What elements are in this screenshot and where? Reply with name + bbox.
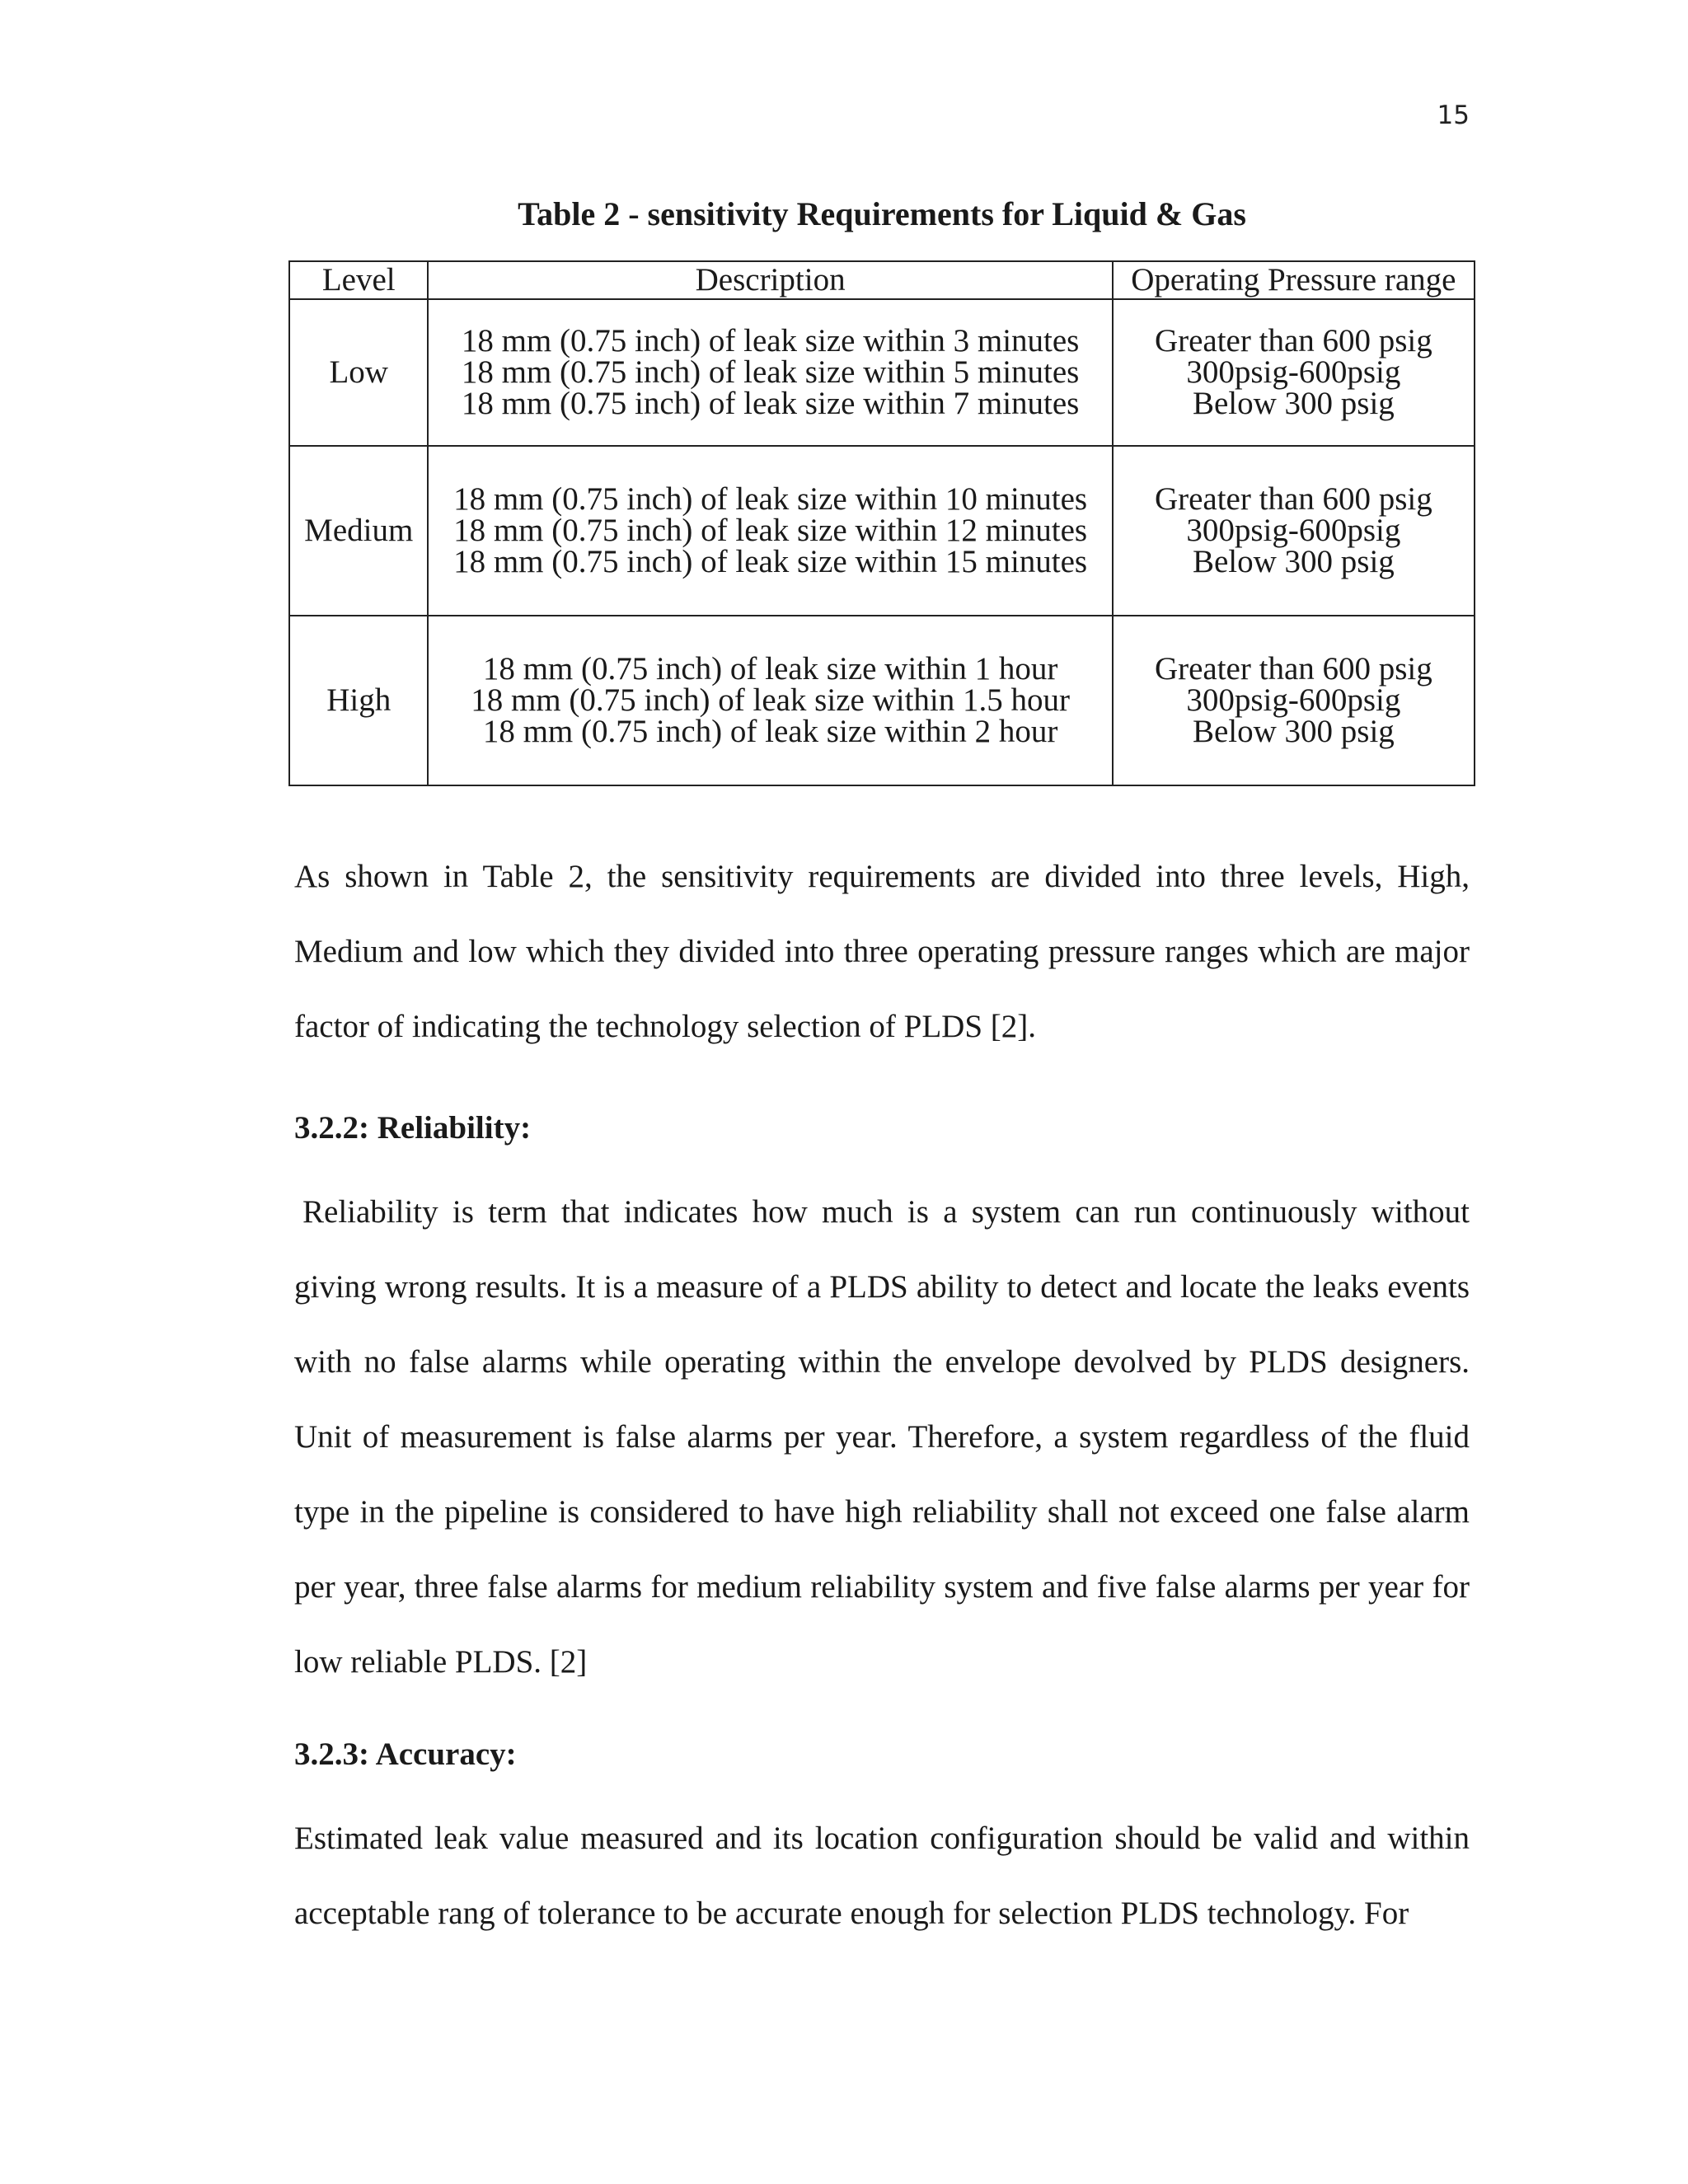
description-cell <box>428 299 1112 446</box>
description-line: 18 mm (0.75 inch) of leak size within 10 minutes <box>453 481 1088 517</box>
pressure-cell <box>1113 299 1475 446</box>
pressure-line: Greater than 600 psig <box>1154 323 1432 359</box>
pressure-line: Greater than 600 psig <box>1154 481 1432 517</box>
description-line: 18 mm (0.75 inch) of leak size within 7 minutes <box>461 386 1080 421</box>
description-line: 18 mm (0.75 inch) of leak size within 1 hour <box>482 651 1058 687</box>
description-line: 18 mm (0.75 inch) of leak size within 3 minutes <box>461 323 1080 359</box>
pressure-cell <box>1113 446 1475 616</box>
sensitivity-requirements-table <box>288 260 1475 786</box>
description-cell <box>428 446 1112 616</box>
section-heading-accuracy: 3.2.3: Accuracy: <box>294 1736 517 1772</box>
level-cell: Low <box>289 299 428 446</box>
table-row-low <box>289 299 1475 446</box>
description-line: 18 mm (0.75 inch) of leak size within 12 minutes <box>453 513 1088 548</box>
pressure-line: Below 300 psig <box>1192 386 1395 421</box>
paragraph-reliability: Reliability is term that indicates how much is a system can run continuously without giving wrong results. It is a measure of a PLDS ability to detect and locate the leaks events with no false alarms while operating within the envelope devolved by PLDS designers. Unit of measurement is false alarms per year. Therefore, a system regardless of the fluid type in the pipeline is considered to have high reliability shall not exceed one false alarm per year, three false alarms for medium reliability system and five false alarms per year for low reliable PLDS. [2] <box>294 1194 1470 1680</box>
header-level: Level <box>289 261 428 299</box>
page-number: 15 <box>1437 101 1470 130</box>
paragraph-accuracy: Estimated leak value measured and its location configuration should be valid and within acceptable rang of tolerance to be accurate enough for selection PLDS technology. For <box>294 1821 1470 1931</box>
description-line: 18 mm (0.75 inch) of leak size within 15 minutes <box>453 544 1088 579</box>
section-heading-reliability: 3.2.2: Reliability: <box>294 1110 532 1146</box>
level-cell: High <box>289 616 428 785</box>
table-row-medium <box>289 446 1475 616</box>
pressure-line: 300psig-600psig <box>1186 513 1401 548</box>
pressure-line: 300psig-600psig <box>1186 682 1401 718</box>
pressure-cell <box>1113 616 1475 785</box>
level-cell: Medium <box>289 446 428 616</box>
description-line: 18 mm (0.75 inch) of leak size within 2 hour <box>482 714 1058 749</box>
table-caption: Table 2 - sensitivity Requirements for Liquid & Gas <box>518 195 1246 232</box>
description-cell <box>428 616 1112 785</box>
paragraph-table-summary: As shown in Table 2, the sensitivity requirements are divided into three levels, High, Medium and low which they divided into three operating pressure ranges which are major factor of indicating the technology selection of PLDS [2]. <box>294 859 1470 1044</box>
pressure-line: Below 300 psig <box>1192 544 1395 579</box>
description-line: 18 mm (0.75 inch) of leak size within 1.5 hour <box>471 682 1070 718</box>
header-description: Description <box>428 261 1112 299</box>
table-header-row <box>289 261 1475 299</box>
description-line: 18 mm (0.75 inch) of leak size within 5 minutes <box>461 354 1080 390</box>
pressure-line: Greater than 600 psig <box>1154 651 1432 687</box>
header-pressure: Operating Pressure range <box>1113 261 1475 299</box>
table-row-high <box>289 616 1475 785</box>
pressure-line: Below 300 psig <box>1192 714 1395 749</box>
pressure-line: 300psig-600psig <box>1186 354 1401 390</box>
